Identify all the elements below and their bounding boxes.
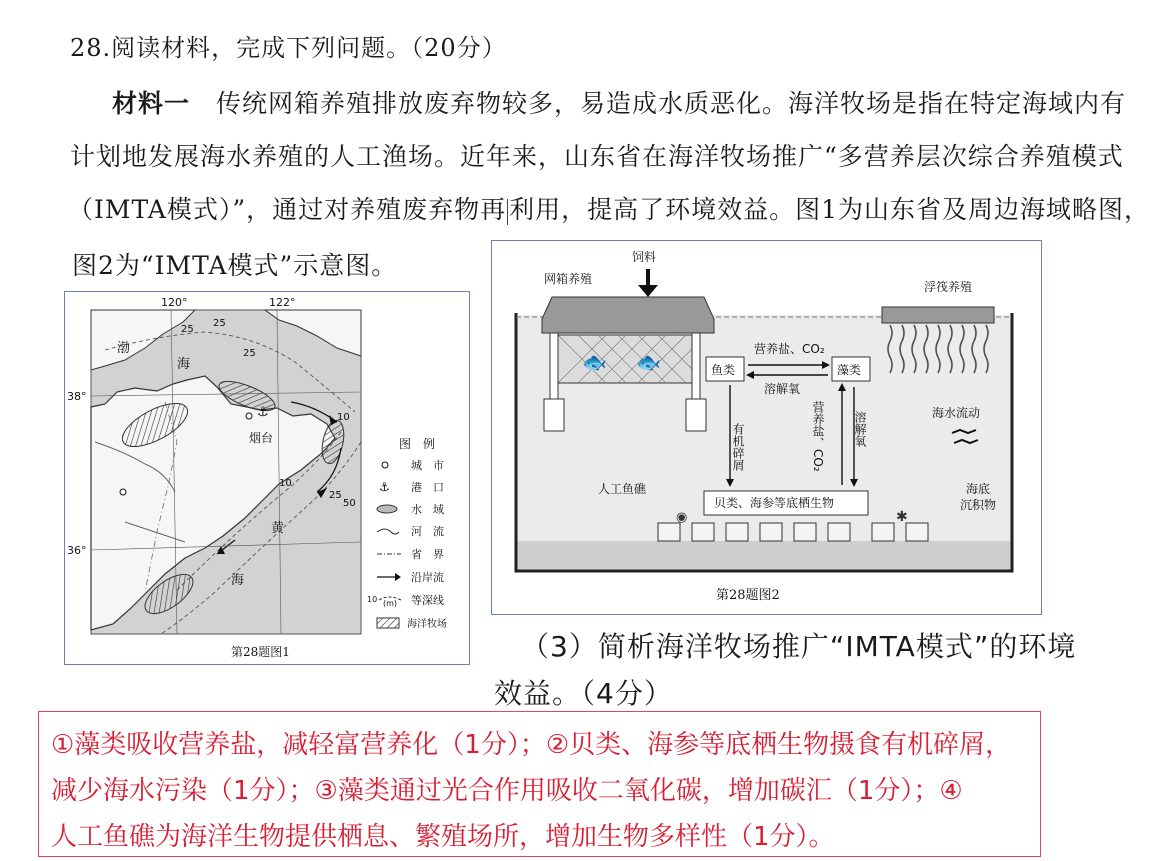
cage-pillar — [550, 333, 558, 401]
material-text-3b: 利用，提高了环境效益。图1为山东省及周边海域略图， — [509, 195, 1150, 224]
depth-label: 25 — [243, 348, 256, 359]
sea-label-hai1: 海 — [177, 357, 191, 372]
legend-item: 港 口 — [411, 481, 444, 494]
question-3-line-2: 效益。（4分） — [494, 677, 673, 710]
imta-svg — [492, 241, 1041, 614]
pillar-base — [544, 399, 564, 431]
map-legend — [367, 436, 447, 630]
oxygen-right-label: 溶解氧 — [853, 411, 867, 447]
depth-label: 25 — [181, 324, 194, 335]
city-label-yantai: 烟台 — [249, 431, 274, 445]
raft-label: 浮筏养殖 — [924, 280, 973, 294]
material-label: 材料一 — [112, 89, 191, 118]
shell-icon: ◉ — [676, 510, 688, 525]
anchor-legend-icon: ⚓ — [379, 480, 390, 494]
pillar-base — [686, 399, 706, 431]
answer-line-2: 减少海水污染（1分）；③藻类通过光合作用吸收二氧化碳，增加碳汇（1分）；④ — [51, 776, 963, 806]
answer-line-1: ①藻类吸收营养盐，减轻富营养化（1分）；②贝类、海参等底栖生物摄食有机碎屑， — [51, 730, 1012, 760]
legend-item: 河 流 — [411, 525, 444, 538]
answer-line-3: 人工鱼礁为海洋生物提供栖息、繁殖场所，增加生物多样性（1分）。 — [51, 822, 835, 852]
figure-1-caption: 第28题图1 — [231, 645, 290, 659]
water-flow-label: 海水流动 — [932, 406, 981, 420]
lon-label: 120° — [161, 296, 188, 309]
lon-label: 122° — [269, 296, 296, 309]
fish-icon: 🐟 — [582, 350, 607, 374]
depth-label: 25 — [213, 318, 226, 329]
depth-label: 10 — [337, 412, 350, 423]
material-text-3a: （IMTA模式）”，通过对养殖废弃物再 — [68, 195, 507, 224]
material-text-1: 传统网箱养殖排放废弃物较多，易造成水质恶化。海洋牧场是指在特定海域内有 — [216, 89, 1127, 118]
figure-2-caption: 第28题图2 — [716, 588, 780, 603]
legend-item: 沿岸流 — [411, 571, 444, 584]
raft — [882, 307, 994, 323]
cage-label: 网箱养殖 — [544, 272, 593, 286]
nutrients-top-label: 营养盐、CO₂ — [754, 342, 825, 356]
lat-label: 36° — [67, 544, 87, 557]
legend-item: 省 界 — [411, 548, 444, 561]
material-paragraph-line-2: 计划地发展海水养殖的人工渔场。近年来，山东省在海洋牧场推广“多营养层次综合养殖模式 — [70, 142, 1124, 171]
sea-label-bo: 渤 — [117, 341, 131, 356]
legend-item: 水 域 — [411, 503, 444, 516]
depth-label: 10 — [279, 478, 292, 489]
question-title: 28.阅读材料，完成下列问题。（20分） — [70, 34, 507, 62]
question-3-line-1: （3）简析海洋牧场推广“IMTA模式”的环境 — [521, 630, 1077, 663]
fish-box-label: 鱼类 — [711, 363, 736, 377]
material-paragraph-line-4: 图2为“IMTA模式”示意图。 — [72, 251, 398, 280]
material-paragraph-line-3 — [68, 190, 1150, 226]
oxygen-mid-label: 溶解氧 — [764, 382, 801, 396]
cage-pillar — [692, 333, 700, 401]
anchor-icon: ⚓ — [257, 405, 269, 420]
answer-box — [38, 711, 1041, 857]
lat-label: 38° — [67, 390, 87, 403]
benthos-box-label: 贝类、海参等底栖生物 — [714, 496, 835, 510]
city-symbol — [120, 489, 126, 495]
sea-label-hai2: 海 — [231, 573, 245, 588]
legend-title: 图 例 — [399, 437, 436, 451]
cage-roof — [542, 297, 714, 333]
sea-label-huang: 黄 — [271, 521, 285, 536]
feed-arrowhead — [638, 285, 658, 297]
feed-label: 饲料 — [632, 250, 657, 264]
depth-label: 25 — [329, 490, 342, 501]
legend-item: 城 市 — [411, 459, 444, 472]
sediment-label: 海底 — [966, 482, 991, 496]
fish-icon: 🐟 — [636, 350, 661, 374]
reef-label: 人工鱼礁 — [598, 482, 647, 496]
starfish-icon: ✱ — [896, 509, 908, 525]
algae-box-label: 藻类 — [837, 363, 862, 377]
nutrients-right-label: 营养盐、CO₂ — [811, 401, 825, 472]
legend-depth-unit: (m) — [383, 599, 398, 608]
figure-1-map — [64, 291, 470, 665]
seabed — [516, 541, 1012, 571]
depth-label: 50 — [343, 498, 356, 509]
text-cursor — [507, 199, 508, 225]
city-symbol — [246, 413, 252, 419]
legend-item: 等深线 — [411, 594, 444, 607]
material-paragraph-line-1 — [112, 84, 1126, 120]
figure-2-diagram — [491, 240, 1042, 615]
legend-item: 海洋牧场 — [407, 619, 447, 630]
sediment-label: 沉积物 — [960, 498, 997, 512]
organic-debris-label: 有机碎屑 — [731, 423, 745, 471]
legend-depth-sample: 10 — [367, 595, 378, 604]
map-svg — [65, 292, 469, 664]
